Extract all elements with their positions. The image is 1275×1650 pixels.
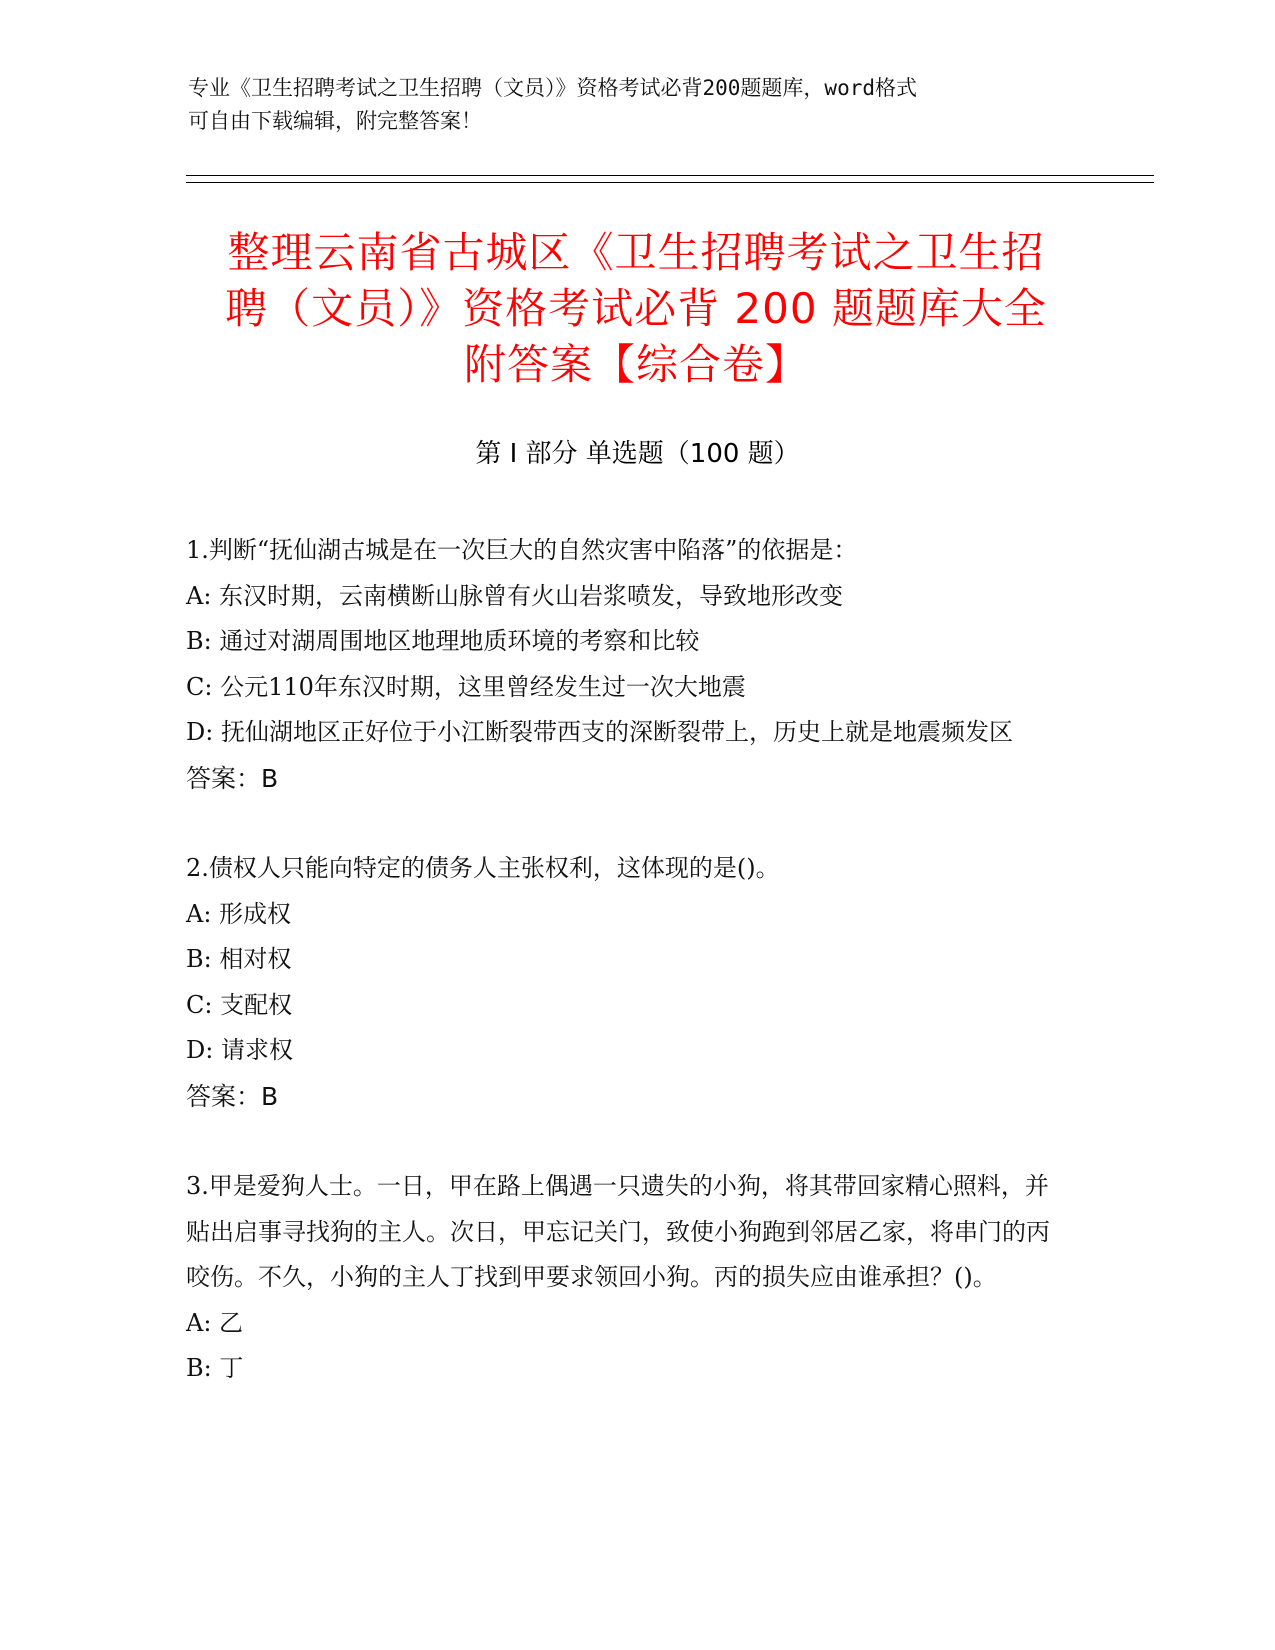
- title-line-3: 附答案【综合卷】: [463, 340, 808, 389]
- question-2: [186, 846, 1066, 1119]
- question-text: 1.判断“抚仙湖古城是在一次巨大的自然灾害中陷落”的依据是：: [186, 536, 858, 564]
- option-a: A: 乙: [186, 1308, 244, 1337]
- option-c: C: 公元110年东汉时期，这里曾经发生过一次大地震: [186, 672, 746, 701]
- header-divider-top: [186, 175, 1154, 176]
- question-1: [186, 528, 1066, 801]
- question-list: [186, 528, 1066, 1437]
- title-line-1: 整理云南省古城区《卫生招聘考试之卫生招: [227, 228, 1045, 277]
- option-a: A: 东汉时期，云南横断山脉曾有火山岩浆喷发，导致地形改变: [186, 581, 844, 610]
- answer: 答案：B: [186, 763, 279, 793]
- option-b: B: 通过对湖周围地区地理地质环境的考察和比较: [186, 627, 700, 655]
- document-header: [188, 72, 1078, 138]
- option-a: A: 形成权: [186, 899, 292, 928]
- document-title: [196, 225, 1076, 393]
- option-b: B: 丁: [186, 1354, 244, 1382]
- header-line-2: 可自由下载编辑，附完整答案！: [188, 109, 482, 133]
- option-b: B: 相对权: [186, 945, 292, 973]
- option-d: D: 请求权: [186, 1036, 293, 1064]
- option-c: C: 支配权: [186, 990, 293, 1019]
- option-d: D: 抚仙湖地区正好位于小江断裂带西支的深断裂带上，历史上就是地震频发区: [186, 718, 1013, 746]
- header-line-1: 专业《卫生招聘考试之卫生招聘（文员）》资格考试必背200题题库，word格式: [188, 76, 917, 100]
- answer: 答案：B: [186, 1081, 279, 1111]
- header-divider-bottom: [186, 182, 1154, 183]
- question-3: [186, 1164, 1066, 1392]
- question-text: 3.甲是爱狗人士。一日，甲在路上偶遇一只遗失的小狗，将其带回家精心照料，并贴出启事寻找狗的主人。次日，甲忘记关门，致使小狗跑到邻居乙家，将串门的丙咬伤。不久，小狗的主人丁找到甲要求领回小狗。丙的损失应由谁承担？()。: [186, 1172, 1050, 1291]
- section-title: 第 I 部分 单选题（100 题）: [475, 439, 800, 469]
- title-line-2: 聘（文员）》资格考试必背 200 题题库大全: [225, 284, 1047, 333]
- question-text: 2.债权人只能向特定的债务人主张权利，这体现的是()。: [186, 854, 780, 882]
